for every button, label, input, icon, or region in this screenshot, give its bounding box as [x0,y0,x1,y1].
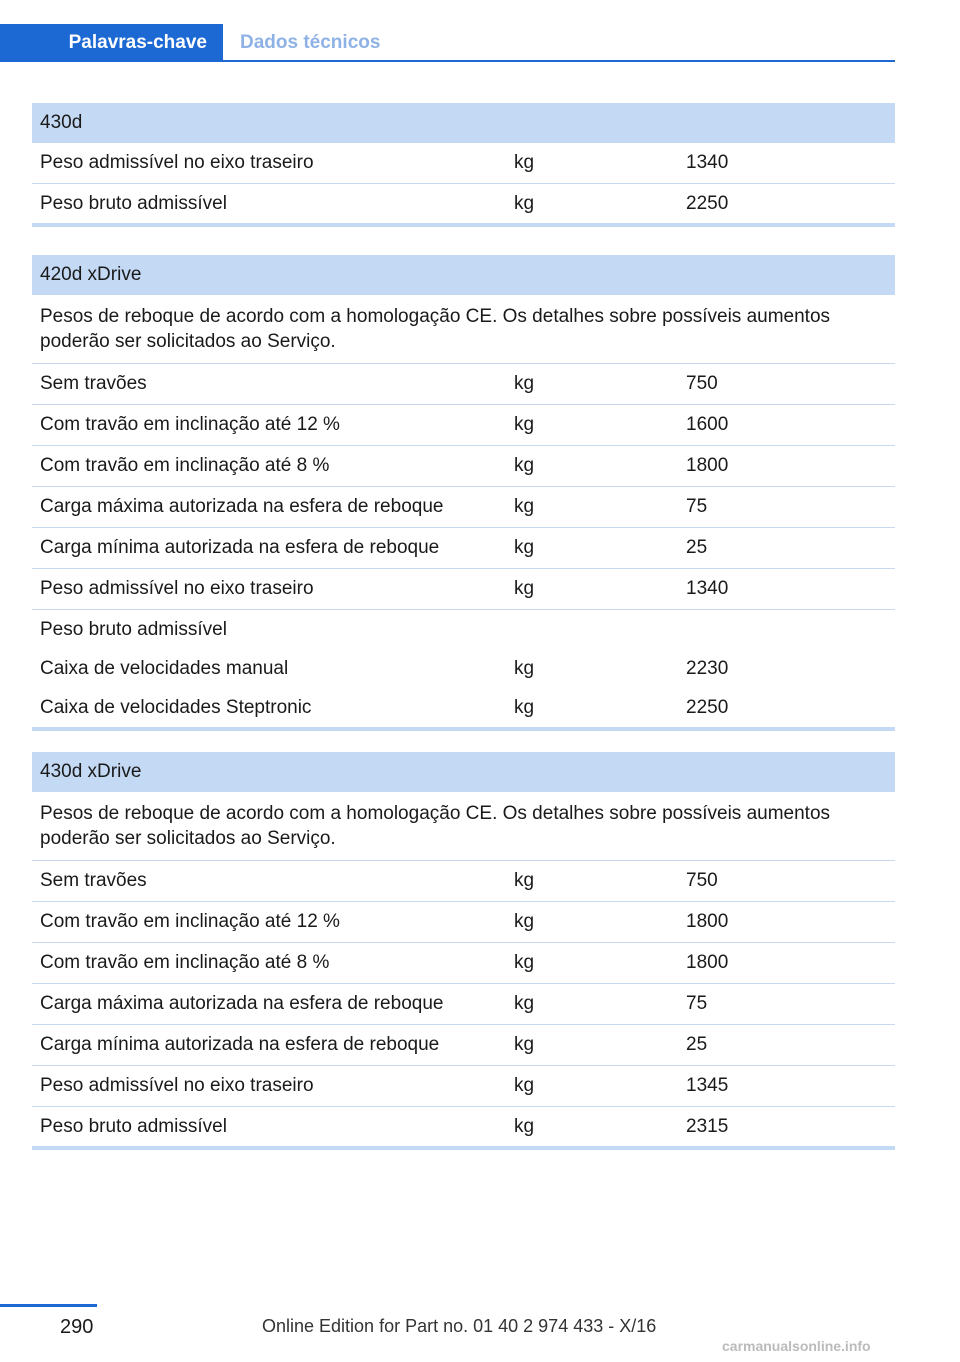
row-label: Sem travões [40,373,147,394]
row-label: Caixa de velocidades manual [40,658,289,679]
row-unit: kg [514,1116,535,1137]
header-bar [0,24,895,62]
table-row [32,143,895,184]
row-unit: kg [514,870,535,891]
row-value: 1340 [686,152,729,173]
row-value: 2250 [686,697,729,718]
row-unit: kg [514,911,535,932]
row-label: Peso bruto admissível [40,1116,227,1137]
row-value: 1800 [686,911,729,932]
table-row [32,902,895,943]
table-row [32,984,895,1025]
row-label: Carga mínima autorizada na esfera de reboque [40,1034,440,1055]
watermark: carmanualsonline.info [722,1338,871,1354]
row-label: Peso admissível no eixo traseiro [40,152,314,173]
table-title: 420d xDrive [32,255,895,295]
table-row [32,446,895,487]
table-row [32,528,895,569]
table-row [32,1066,895,1107]
row-value: 1600 [686,414,729,435]
page-number: 290 [60,1316,94,1338]
table-row [32,688,895,727]
table-row [32,649,895,688]
table-title: 430d [32,103,895,143]
row-value: 25 [686,537,708,558]
table-note: Pesos de reboque de acordo com a homologação CE. Os detalhes sobre possíveis aumentos poderão ser solicitados ao Serviço. [32,295,895,364]
row-value: 1340 [686,578,729,599]
row-unit: kg [514,537,535,558]
row-label: Com travão em inclinação até 8 % [40,952,330,973]
row-unit: kg [514,952,535,973]
row-value: 750 [686,373,718,394]
row-value: 2250 [686,193,729,214]
row-unit: kg [514,697,535,718]
tab-keywords[interactable]: Palavras-chave [0,24,223,62]
table-430d [32,103,895,227]
row-value: 2230 [686,658,729,679]
table-row [32,487,895,528]
row-value: 1345 [686,1075,729,1096]
table-430d-xdrive [32,752,895,1150]
row-value: 75 [686,993,708,1014]
table-note: Pesos de reboque de acordo com a homologação CE. Os detalhes sobre possíveis aumentos poderão ser solicitados ao Serviço. [32,792,895,861]
row-label: Peso admissível no eixo traseiro [40,1075,314,1096]
table-group-label-row [32,610,895,649]
row-label: Sem travões [40,870,147,891]
table-row [32,1107,895,1146]
row-label: Com travão em inclinação até 12 % [40,414,340,435]
row-value: 1800 [686,952,729,973]
table-row [32,184,895,223]
row-label: Com travão em inclinação até 12 % [40,911,340,932]
row-unit: kg [514,373,535,394]
row-value: 75 [686,496,708,517]
row-label: Carga mínima autorizada na esfera de reboque [40,537,440,558]
group-label: Peso bruto admissível [40,619,227,640]
table-row [32,861,895,902]
table-row [32,569,895,610]
row-unit: kg [514,993,535,1014]
row-label: Caixa de velocidades Steptronic [40,697,312,718]
page-number-rule [0,1304,97,1307]
row-label: Carga máxima autorizada na esfera de reboque [40,993,444,1014]
row-label: Peso admissível no eixo traseiro [40,578,314,599]
row-unit: kg [514,1034,535,1055]
row-label: Carga máxima autorizada na esfera de reboque [40,496,444,517]
table-row [32,364,895,405]
table-row [32,1025,895,1066]
row-label: Com travão em inclinação até 8 % [40,455,330,476]
row-value: 2315 [686,1116,729,1137]
row-unit: kg [514,496,535,517]
row-unit: kg [514,578,535,599]
table-row [32,405,895,446]
tab-technical-data[interactable]: Dados técnicos [240,32,381,53]
row-unit: kg [514,152,535,173]
header-rule [0,60,895,62]
row-unit: kg [514,193,535,214]
row-label: Peso bruto admissível [40,193,227,214]
row-unit: kg [514,658,535,679]
table-420d-xdrive [32,255,895,731]
table-title: 430d xDrive [32,752,895,792]
row-value: 750 [686,870,718,891]
row-unit: kg [514,1075,535,1096]
row-value: 25 [686,1034,708,1055]
row-unit: kg [514,414,535,435]
row-value: 1800 [686,455,729,476]
table-row [32,943,895,984]
row-unit: kg [514,455,535,476]
edition-footer: Online Edition for Part no. 01 40 2 974 433 - X/16 [262,1316,657,1336]
